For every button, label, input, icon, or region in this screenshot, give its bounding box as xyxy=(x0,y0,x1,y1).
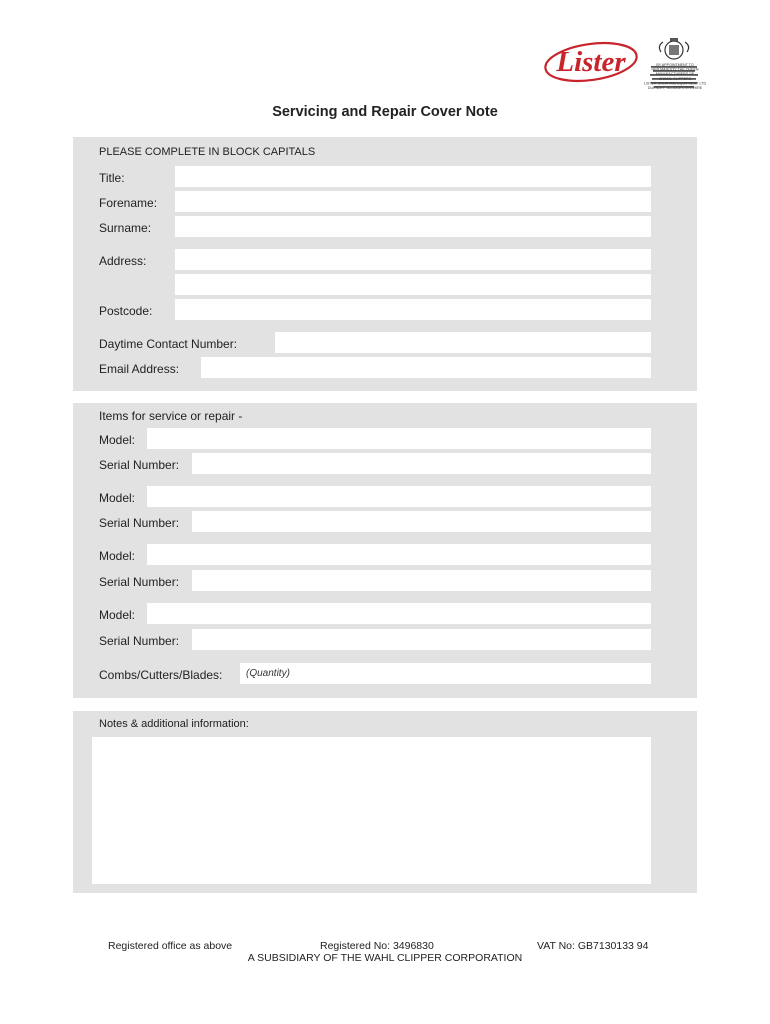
model-field-3[interactable] xyxy=(147,544,651,565)
combs-cutters-blades-label: Combs/Cutters/Blades: xyxy=(99,668,223,682)
crest-caption-line: DURSLEY, GLOUCESTERSHIRE xyxy=(647,86,703,90)
serial-number-field-1[interactable] xyxy=(192,453,651,474)
lister-logo xyxy=(543,38,639,84)
forename-field[interactable] xyxy=(175,191,651,212)
forename-label: Forename: xyxy=(99,196,158,210)
daytime-contact-field[interactable] xyxy=(275,332,651,353)
title-field[interactable] xyxy=(175,166,651,187)
crest-caption-line: MANUFACTURERS OF xyxy=(655,72,695,77)
registered-number-text: Registered No: 3496830 xyxy=(320,940,434,952)
model-label: Model: xyxy=(99,433,136,447)
subsidiary-text: A SUBSIDIARY OF THE WAHL CLIPPER CORPORATION xyxy=(247,952,523,964)
block-capitals-instruction: PLEASE COMPLETE IN BLOCK CAPITALS xyxy=(99,146,316,158)
serial-number-label: Serial Number: xyxy=(99,634,180,648)
svg-text:Lister: Lister xyxy=(556,46,626,78)
document-title: Servicing and Repair Cover Note xyxy=(272,104,498,120)
vat-number-text: VAT No: GB7130133 94 xyxy=(537,940,649,952)
surname-field[interactable] xyxy=(175,216,651,237)
address-line-1-field[interactable] xyxy=(175,249,651,270)
serial-number-field-4[interactable] xyxy=(192,629,651,650)
model-field-4[interactable] xyxy=(147,603,651,624)
notes-label: Notes & additional information: xyxy=(99,718,249,730)
serial-number-label: Serial Number: xyxy=(99,458,180,472)
surname-label: Surname: xyxy=(99,221,152,235)
address-line-2-field[interactable] xyxy=(175,274,651,295)
notes-textarea[interactable] xyxy=(92,737,651,884)
model-label: Model: xyxy=(99,608,136,622)
crest-caption-line: BY APPOINTMENT TO xyxy=(656,63,694,67)
crest-caption-line: HER MAJESTY THE QUEEN xyxy=(651,67,699,72)
items-heading: Items for service or repair - xyxy=(99,409,243,423)
postcode-label: Postcode: xyxy=(99,304,153,318)
crest-caption xyxy=(640,62,710,94)
model-label: Model: xyxy=(99,549,136,563)
address-label: Address: xyxy=(99,254,147,268)
email-address-field[interactable] xyxy=(201,357,651,378)
email-address-label: Email Address: xyxy=(99,362,180,376)
crest-caption-line: LISTER SHEARING EQUIPMENT LTD xyxy=(643,81,707,86)
serial-number-field-2[interactable] xyxy=(192,511,651,532)
title-label: Title: xyxy=(99,171,125,185)
registered-office-text: Registered office as above xyxy=(108,940,233,952)
daytime-contact-label: Daytime Contact Number: xyxy=(99,337,238,351)
crest-caption-line: ANIMAL CLIPPERS xyxy=(658,76,692,81)
model-field-1[interactable] xyxy=(147,428,651,449)
model-field-2[interactable] xyxy=(147,486,651,507)
serial-number-label: Serial Number: xyxy=(99,516,180,530)
postcode-field[interactable] xyxy=(175,299,651,320)
serial-number-field-3[interactable] xyxy=(192,570,651,591)
model-label: Model: xyxy=(99,491,136,505)
quantity-hint: (Quantity) xyxy=(246,668,290,679)
serial-number-label: Serial Number: xyxy=(99,575,180,589)
combs-quantity-field[interactable] xyxy=(240,663,651,684)
